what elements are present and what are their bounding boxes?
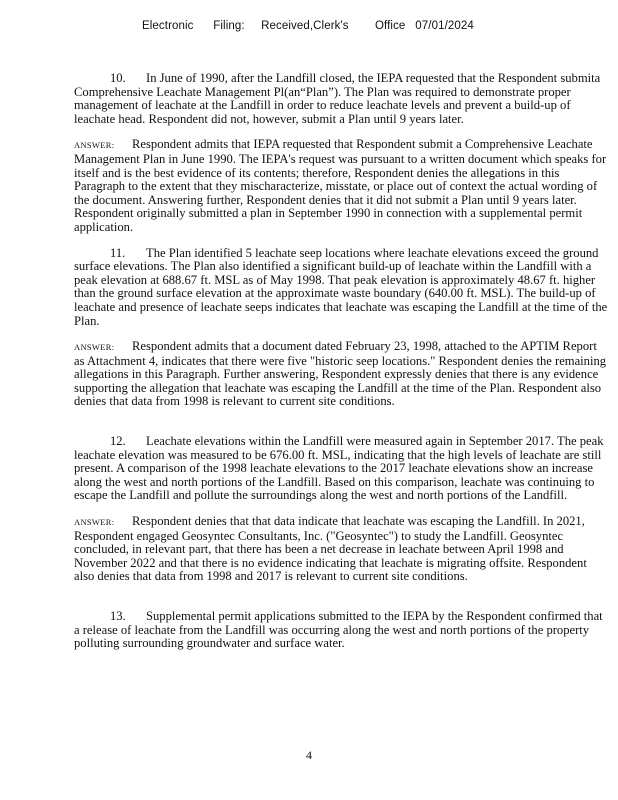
allegation-paragraph-11 <box>74 247 608 329</box>
paragraph-number: 11. <box>110 245 126 260</box>
answer-paragraph-12 <box>74 515 608 584</box>
paragraph-text: Supplemental permit applications submitted to the IEPA by the Respondent confirmed that a release of leachate from the Landfill was occurring along the west and north portions of the property polluting surrounding groundwater and surface water. <box>74 609 603 651</box>
paragraph-number: 10. <box>110 71 126 85</box>
paragraph-text: In June of 1990, after the Landfill closed, the IEPA requested that the Respondent submita Comprehensive Leachate Management Pl(an“Plan”). The Plan was required to demonstrate proper management of leachate at the Landfill in order to reduce leachate levels and prevent a build-up of leachate head. Respondent did not, however, submit a Plan until 9 years later. <box>74 71 601 126</box>
paragraph-text: The Plan identified 5 leachate seep locations where leachate elevations exceed the ground surface elevations. The Plan also identified a significant build-up of leachate within the Landfill with a peak elevation at 688.67 ft. MSL as of May 1998. That peak elevation is approximately 48.67 ft. higher than the ground surface elevation at the approximate waste boundary (640.00 ft. MSL). The build-up of leachate and presence of leachate seeps indicates that leachate was escaping the Landfill at the time of the Plan. <box>74 245 608 328</box>
answer-paragraph-11 <box>74 340 608 409</box>
answer-text: Respondent admits that IEPA requested that Respondent submit a Comprehensive Leachate Management Plan in June 1990. The IEPA's request was pursuant to a written document which speaks for itself and is the best evidence of its contents; therefore, Respondent denies the allegations in this Paragraph to the extent that they mischaracterize, misstate, or place out of context the actual wording of the document. Answering further, Respondent denies that it did not submit a Plan until 9 years later. Respondent originally submitted a plan in September 1990 in connection with a supplemental permit application. <box>74 137 607 234</box>
allegation-paragraph-10 <box>74 72 608 126</box>
page-number: 4 <box>306 748 312 762</box>
answer-text: Respondent admits that a document dated February 23, 1998, attached to the APTIM Report as Attachment 4, indicates that there were five "historic seep locations." Respondent denies the remaining allegations in this Paragraph. Further answering, Respondent expressly denies that there is any evidence supporting the allegation that leachate was escaping the Landfill at the time of the Plan. Respondent also denies that data from 1998 is relevant to current site conditions. <box>74 339 607 409</box>
paragraph-text: Leachate elevations within the Landfill were measured again in September 2017. The peak leachate elevation was measured to be 676.00 ft. MSL, indicating that the high levels of leachate are still present. A comparison of the 1998 leachate elevations to the 2017 leachate elevations show an increase along the west and north portions of the Landfill. Based on this comparison, leachate was continuing to escape the Landfill and pollute the surroundings along the west and north portions of the Landfill. <box>74 434 604 503</box>
paragraph-number: 12. <box>110 434 126 449</box>
paragraph-number: 13. <box>110 609 126 623</box>
document-body <box>74 72 608 651</box>
answer-label: ANSWER: <box>74 342 115 353</box>
answer-label: ANSWER: <box>74 140 115 151</box>
answer-text: Respondent denies that that data indicate that leachate was escaping the Landfill. In 2021, Respondent engaged Geosyntec Consultants, Inc. ("Geosyntec") to study the Landfill. Geosyntec concluded, in relevant part, that there has been a net decrease in leachate between April 1998 and November 2022 and that there is no evidence indicating that leachate is migrating offsite. Respondent also denies that data from 1998 and 2017 is relevant to current site conditions. <box>74 514 587 584</box>
allegation-paragraph-13 <box>74 610 608 651</box>
answer-paragraph-10 <box>74 138 608 234</box>
answer-label: ANSWER: <box>74 517 115 528</box>
allegation-paragraph-12 <box>74 435 608 503</box>
efiling-header: Electronic Filing: Received,Clerk's Office 07/01/2024 <box>142 20 474 32</box>
